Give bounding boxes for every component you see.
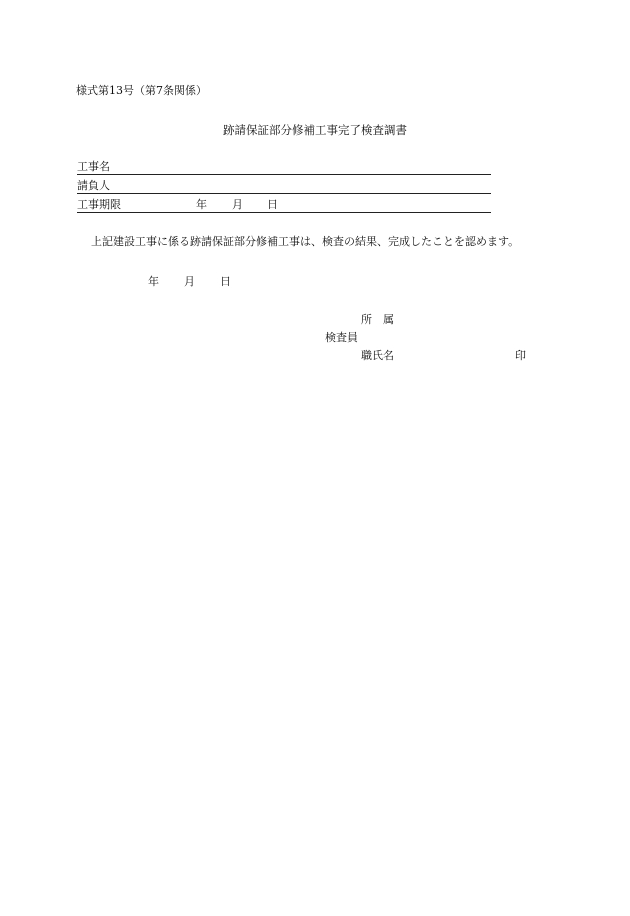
title-name-label: 職氏名 <box>361 349 394 362</box>
contractor-field <box>77 177 491 194</box>
affiliation-label: 所 属 <box>361 313 394 326</box>
document-title: 跡請保証部分修補工事完了検査調書 <box>223 123 407 137</box>
contractor-label: 請負人 <box>77 179 110 192</box>
construction-name-field <box>77 158 491 175</box>
seal-label: 印 <box>515 349 526 362</box>
date-day-label: 日 <box>220 275 231 288</box>
date-month-label: 月 <box>184 275 195 288</box>
certification-statement: 上記建設工事に係る跡請保証部分修補工事は、検査の結果、完成したことを認めます。 <box>91 235 520 248</box>
form-number: 様式第13号（第7条関係） <box>76 84 207 97</box>
period-year-label: 年 <box>196 198 207 211</box>
period-day-label: 日 <box>267 198 278 211</box>
period-month-label: 月 <box>232 198 243 211</box>
construction-name-label: 工事名 <box>77 160 110 173</box>
period-label: 工事期限 <box>77 198 121 211</box>
date-year-label: 年 <box>148 275 159 288</box>
construction-period-field <box>77 196 491 213</box>
inspector-label: 検査員 <box>325 331 358 344</box>
